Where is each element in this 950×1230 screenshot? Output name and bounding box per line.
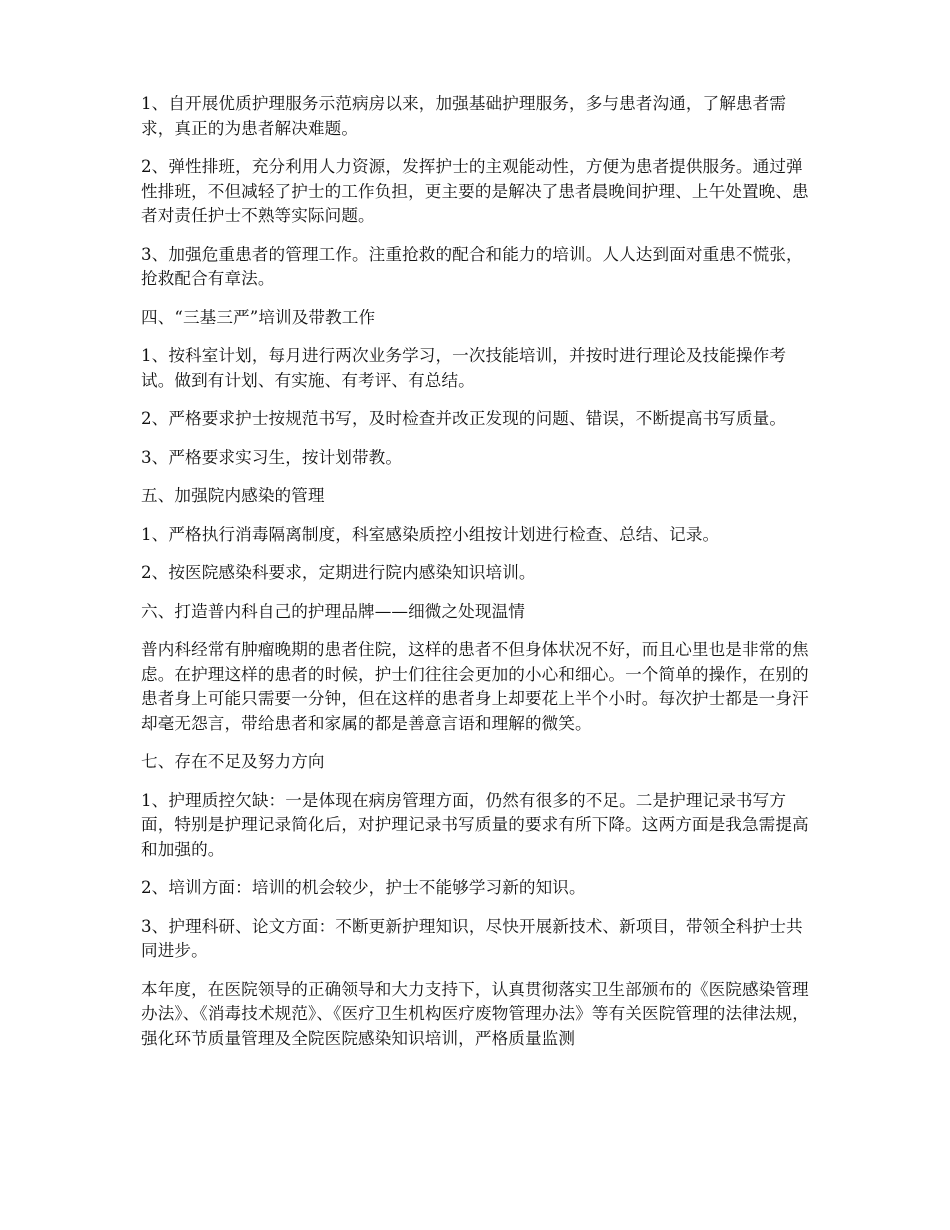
paragraph-critical-patients: 3、加强危重患者的管理工作。注重抢救的配合和能力的培训。人人达到面对重患不慌张，抢救配合有章法。 [141, 244, 803, 288]
paragraph-quality-control: 1、护理质控欠缺：一是体现在病房管理方面，仍然有很多的不足。二是护理记录书写方面，特别是护理记录简化后，对护理记录书写质量的要求有所下降。这两方面是我急需提高和加强的。 [141, 790, 809, 859]
section-heading-infection: 五、加强院内感染的管理 [141, 486, 325, 505]
paragraph-cancer-patients: 普内科经常有肿瘤晚期的患者住院，这样的患者不但身体状况不好，而且心里也是非常的焦虑。在护理这样的患者的时候，护士们往往会更加的小心和细心。一个简单的操作，在别的患者身上可能只需要一分钟，但在这样的患者身上却要花上半个小时。每次护士都是一身汗却毫无怨言，带给患者和家属的都是善意言语和理解的微笑。 [141, 640, 809, 733]
paragraph-interns: 3、严格要求实习生，按计划带教。 [141, 447, 403, 467]
section-heading-brand: 六、打造普内科自己的护理品牌——细微之处现温情 [141, 601, 525, 621]
paragraph-disinfection: 1、严格执行消毒隔离制度，科室感染质控小组按计划进行检查、总结、记录。 [141, 524, 720, 544]
paragraph-research: 3、护理科研、论文方面：不断更新护理知识，尽快开展新技术、新项目，带领全科护士共同进步。 [141, 916, 803, 960]
paragraph-training-opportunities: 2、培训方面：培训的机会较少，护士不能够学习新的知识。 [141, 878, 586, 897]
paragraph-flexible-scheduling: 2、弹性排班，充分利用人力资源，发挥护士的主观能动性，方便为患者提供服务。通过弹性排班，不但减轻了护士的工作负担，更主要的是解决了患者晨晚间护理、上午处置晚、患者对责任护士不熟等实际问题。 [141, 157, 809, 225]
paragraph-study-plan: 1、按科室计划，每月进行两次业务学习，一次技能培训，并按时进行理论及技能操作考试。做到有计划、有实施、有考评、有总结。 [141, 346, 787, 390]
paragraph-infection-training: 2、按医院感染科要求，定期进行院内感染知识培训。 [141, 563, 536, 582]
section-heading-shortcomings: 七、存在不足及努力方向 [141, 752, 325, 771]
paragraph-annual-summary: 本年度，在医院领导的正确领导和大力支持下，认真贯彻落实卫生部颁布的《医院感染管理办法》、《消毒技术规范》、《医疗卫生机构医疗废物管理办法》等有关医院管理的法律法规，强化环节质量管理及全院医院感染知识培训，严格质量监测 [141, 979, 809, 1048]
paragraph-writing-standards: 2、严格要求护士按规范书写，及时检查并改正发现的问题、错误，不断提高书写质量。 [141, 409, 787, 428]
section-heading-training: 四、“三基三严”培训及带教工作 [141, 307, 376, 327]
document-body [141, 92, 811, 1065]
paragraph-basic-nursing: 1、自开展优质护理服务示范病房以来，加强基础护理服务，多与患者沟通，了解患者需求，真正的为患者解决难题。 [141, 94, 787, 138]
